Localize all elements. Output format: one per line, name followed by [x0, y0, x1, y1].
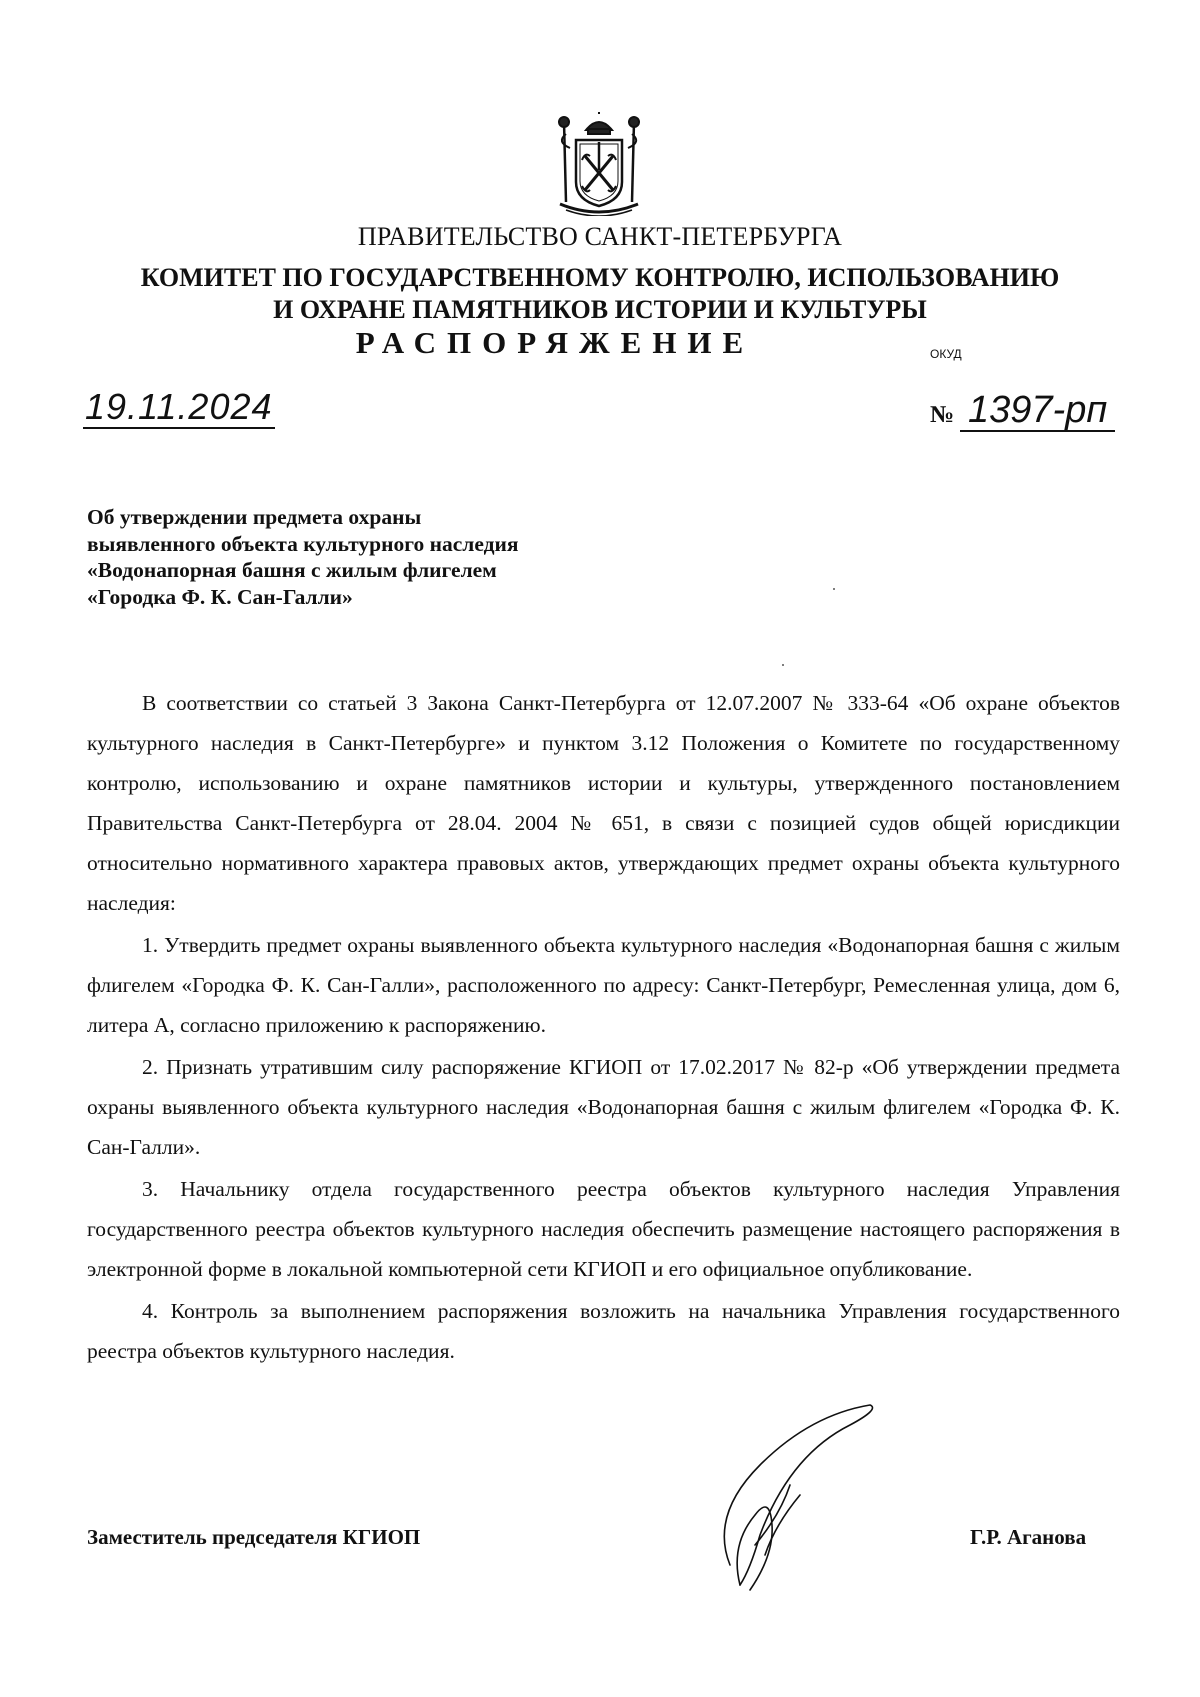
item-1-paragraph: 1. Утвердить предмет охраны выявленного объекта культурного наследия «Водонапорная башня с жилым флигелем «Городка Ф. К. Сан-Галли», расположенного по адресу: Санкт-Петербург, Ремесленная улица, дом 6, литера А, согласно приложению к распоряжению. [87, 933, 1120, 1037]
signatory-title: Заместитель председателя КГИОП [87, 1525, 421, 1549]
signatory-name: Г.Р. Аганова [970, 1525, 1087, 1549]
document-type-title: РАСПОРЯЖЕНИЕ [355, 325, 755, 360]
coat-of-arms-emblem [552, 112, 646, 216]
government-name: ПРАВИТЕЛЬСТВО САНКТ-ПЕТЕРБУРГА [357, 222, 843, 251]
number-sign: № [930, 402, 955, 428]
subject-line-3: «Водонапорная башня с жилым флигелем [87, 558, 497, 582]
subject-line-4: «Городка Ф. К. Сан-Галли» [87, 584, 353, 609]
document-body [87, 683, 1120, 1373]
document-number: 1397-рп [960, 390, 1115, 432]
item-2-paragraph: 2. Признать утратившим силу распоряжение КГИОП от 17.02.2017 № 82-р «Об утверждении предмета охраны выявленного объекта культурного наследия «Водонапорная башня с жилым флигелем «Городка Ф. К. Сан-Галли». [87, 1055, 1120, 1159]
committee-name [0, 262, 1200, 326]
okud-label: ОКУД [930, 347, 962, 361]
subject-line-1: Об утверждении предмета охраны [87, 505, 422, 529]
document-subject [87, 504, 707, 610]
document-date: 19.11.2024 [85, 386, 273, 427]
scan-speck [782, 664, 784, 666]
scan-speck [833, 588, 835, 590]
item-4-paragraph: 4. Контроль за выполнением распоряжения возложить на начальника Управления государственного реестра объектов культурного наследия. [87, 1299, 1120, 1363]
item-3-paragraph: 3. Начальнику отдела государственного реестра объектов культурного наследия Управления государственного реестра объектов культурного наследия обеспечить размещение настоящего распоряжения в электронной форме в локальной компьютерной сети КГИОП и его официальное опубликование. [87, 1177, 1120, 1281]
committee-line-2: И ОХРАНЕ ПАМЯТНИКОВ ИСТОРИИ И КУЛЬТУРЫ [273, 295, 927, 324]
document-number-field [930, 390, 1115, 432]
committee-line-1: КОМИТЕТ ПО ГОСУДАРСТВЕННОМУ КОНТРОЛЮ, ИСПОЛЬЗОВАНИЮ [140, 263, 1060, 292]
subject-line-2: выявленного объекта культурного наследия [87, 531, 519, 556]
handwritten-signature [700, 1395, 880, 1595]
preamble-paragraph: В соответствии со статьей 3 Закона Санкт-Петербурга от 12.07.2007 № 333-64 «Об охране объектов культурного наследия в Санкт-Петербурге» и пунктом 3.12 Положения о Комитете по государственному контролю, использованию и охране памятников истории и культуры, утвержденного постановлением Правительства Санкт-Петербурга от 28.04. 2004 № 651, в связи с позицией судов общей юрисдикции относительно нормативного характера правовых актов, утверждающих предмет охраны объекта культурного наследия: [87, 691, 1120, 915]
